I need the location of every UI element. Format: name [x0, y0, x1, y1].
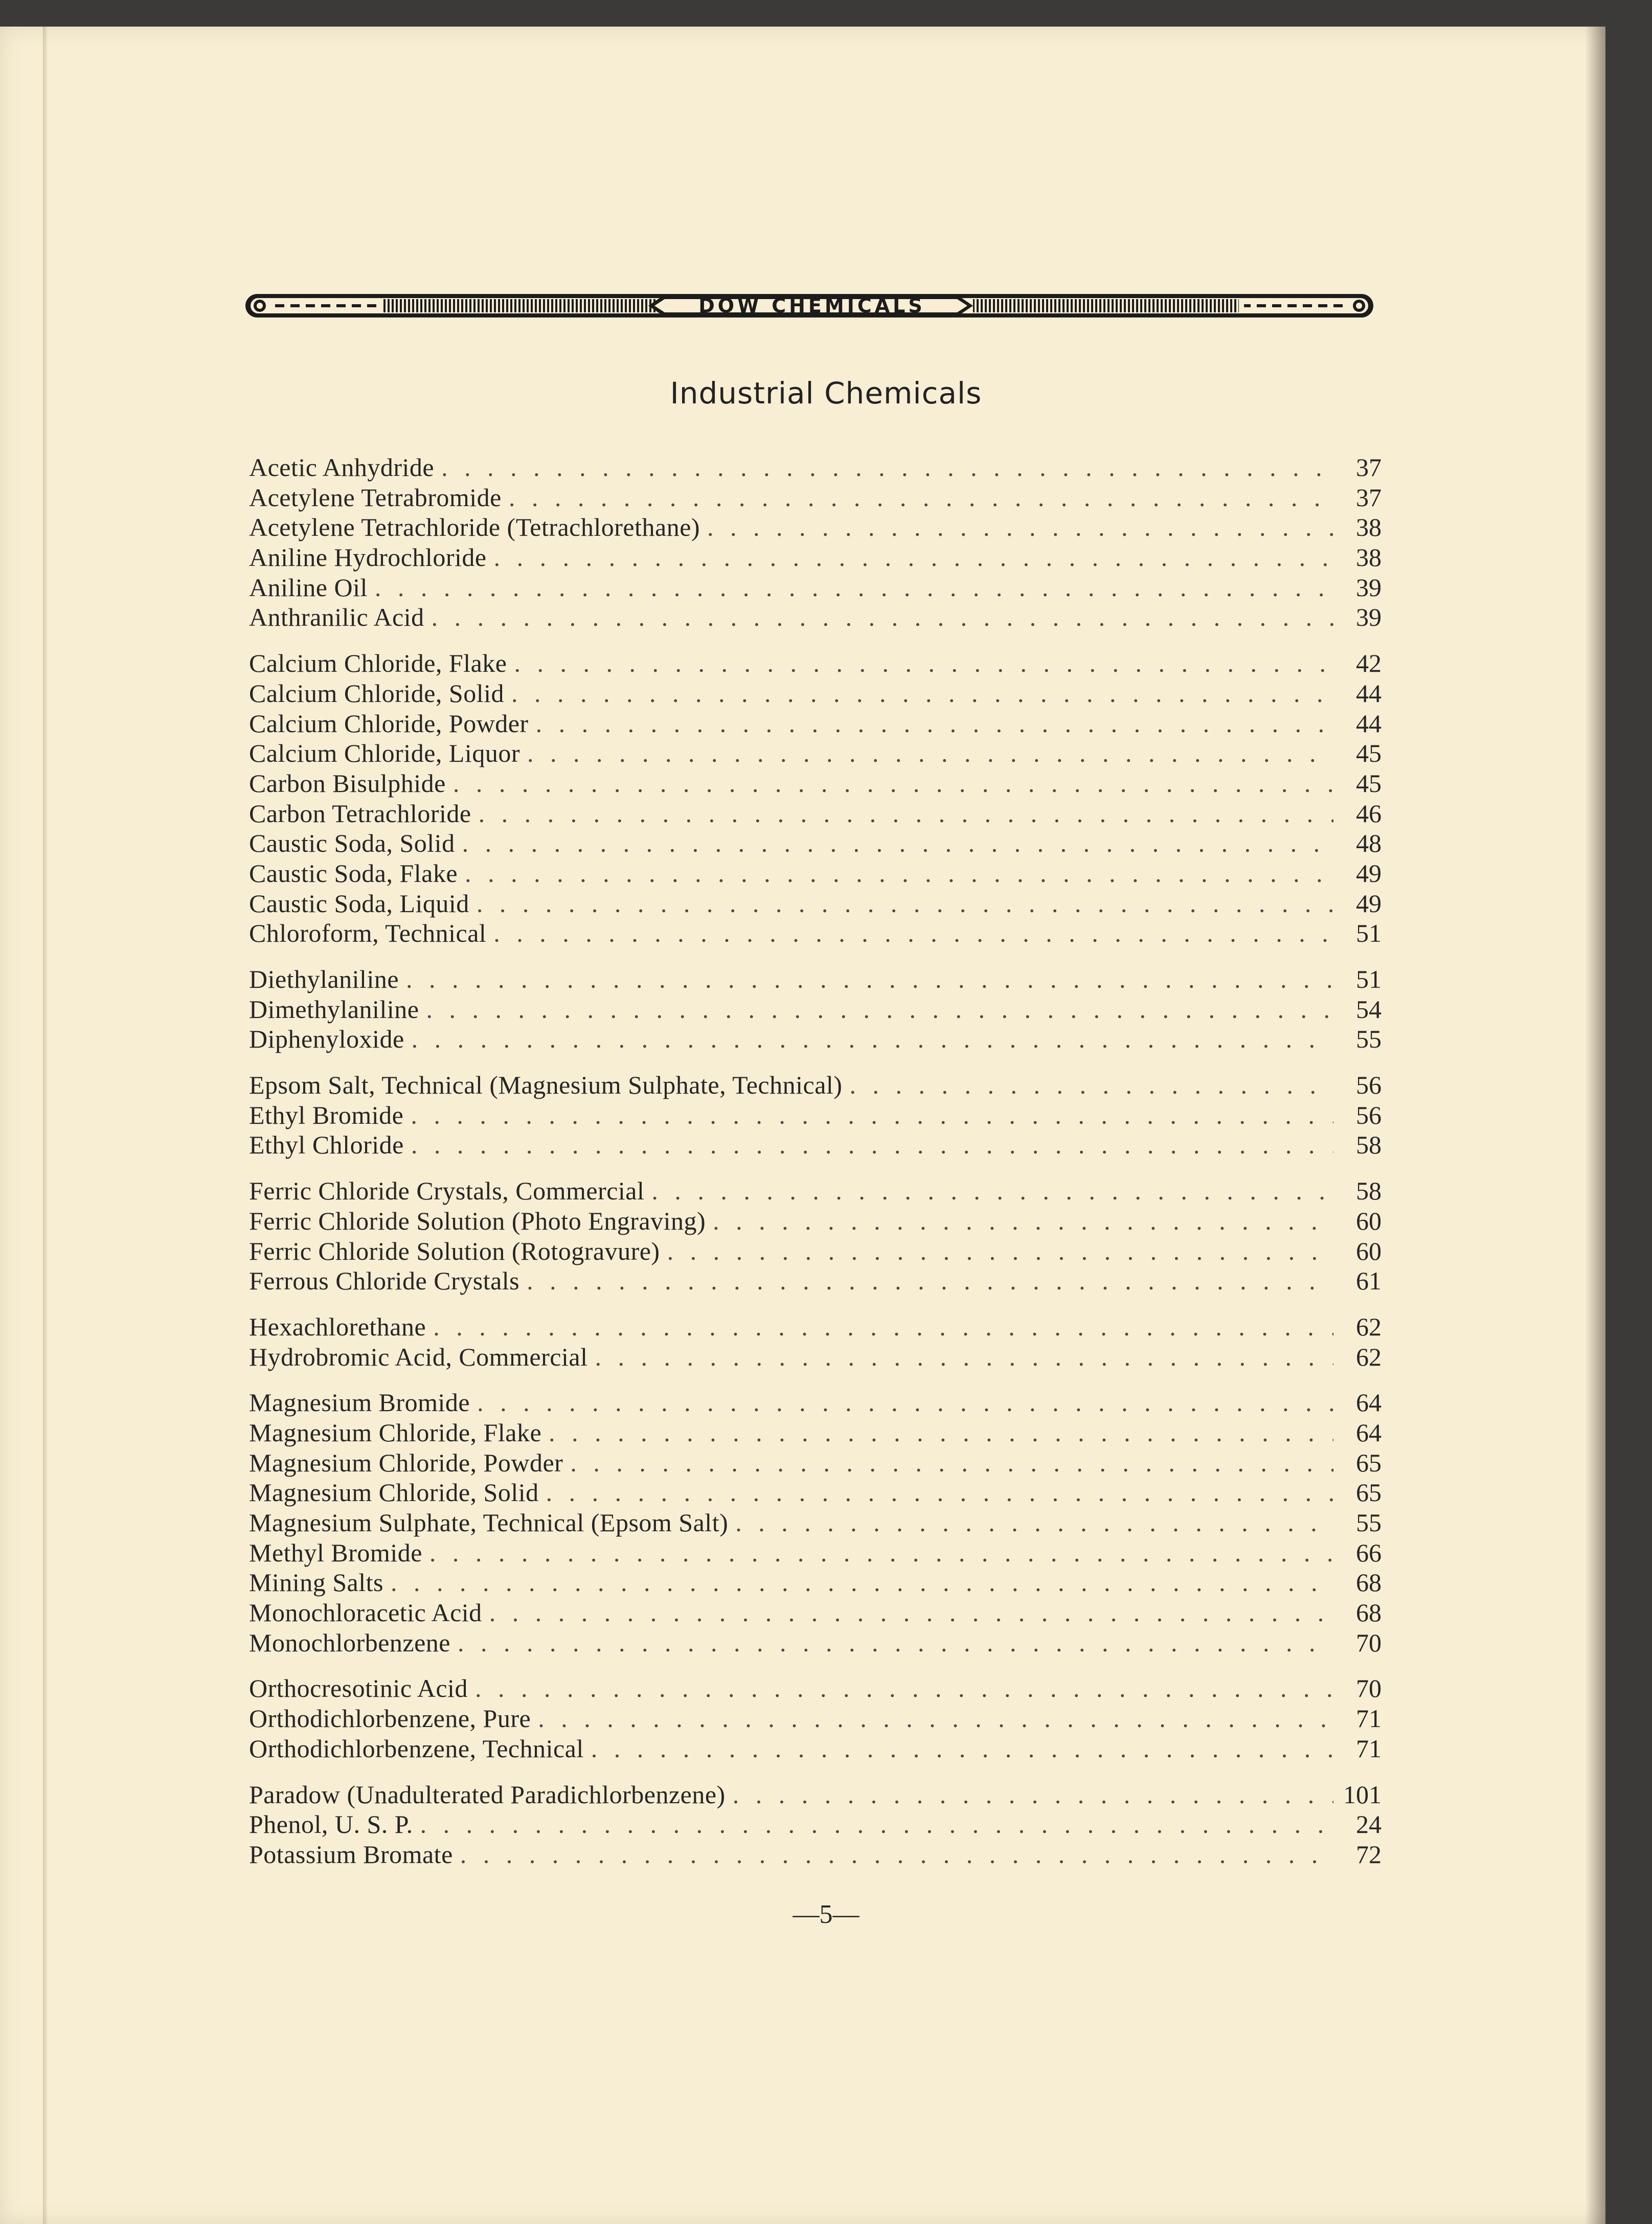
dot-leader [412, 1024, 1333, 1054]
dot-leader [667, 1236, 1333, 1266]
toc-entry [249, 452, 1382, 483]
entry-page-number: 56 [1356, 1071, 1382, 1100]
dot-leader [733, 1780, 1333, 1810]
entry-name: Ferric Chloride Solution (Photo Engraving) [249, 1206, 706, 1235]
entry-page-number: 66 [1356, 1538, 1382, 1567]
toc-entry [249, 1673, 1382, 1704]
toc-entry [249, 1809, 1382, 1840]
entry-name: Carbon Bisulphide [249, 768, 446, 798]
entry-name: Calcium Chloride, Flake [249, 649, 507, 678]
entry-name: Acetylene Tetrabromide [249, 483, 502, 512]
entry-name: Acetic Anhydride [249, 453, 435, 482]
toc-entry [249, 709, 1382, 739]
dot-leader [546, 1478, 1333, 1508]
entry-name: Magnesium Sulphate, Technical (Epsom Salt) [249, 1508, 729, 1537]
entry-name: Caustic Soda, Flake [249, 858, 458, 888]
entry-name: Magnesium Chloride, Powder [249, 1448, 563, 1477]
entry-page-number: 68 [1356, 1568, 1382, 1597]
entry-name: Calcium Chloride, Liquor [249, 739, 520, 768]
entry-name: Mining Salts [249, 1568, 383, 1597]
entry-page-number: 51 [1356, 919, 1382, 948]
entry-name: Orthodichlorbenzene, Technical [249, 1734, 584, 1763]
entry-name: Caustic Soda, Solid [249, 829, 455, 858]
entry-page-number: 38 [1356, 513, 1382, 542]
dot-leader [426, 994, 1333, 1025]
entry-page-number: 64 [1356, 1388, 1382, 1417]
dot-leader [713, 1206, 1333, 1236]
toc-entry [249, 678, 1382, 709]
entry-page-number: 38 [1356, 543, 1382, 572]
toc-entry [249, 1568, 1382, 1598]
entry-page-number: 101 [1343, 1780, 1382, 1809]
dot-leader [462, 828, 1333, 858]
entry-name: Chloroform, Technical [249, 919, 487, 948]
entry-name: Magnesium Bromide [249, 1388, 470, 1417]
toc-entry [249, 1070, 1382, 1100]
entry-page-number: 68 [1356, 1598, 1382, 1627]
dot-leader [458, 1628, 1333, 1658]
page-number: —5— [793, 1900, 859, 1929]
dot-leader [465, 858, 1333, 889]
dot-leader [429, 1538, 1333, 1568]
toc-entry [249, 1024, 1382, 1054]
toc-group [249, 1780, 1382, 1870]
entry-name: Magnesium Chloride, Flake [249, 1418, 542, 1447]
dot-leader [441, 452, 1333, 483]
dot-leader [406, 964, 1333, 994]
toc-entry [249, 1130, 1382, 1160]
entry-name: Monochlorbenzene [249, 1628, 450, 1657]
dot-leader [453, 768, 1333, 799]
entry-name: Ferrous Chloride Crystals [249, 1266, 520, 1296]
toc-group [249, 964, 1382, 1054]
entry-name: Hexachlorethane [249, 1312, 426, 1341]
entry-name: Ferric Chloride Solution (Rotogravure) [249, 1236, 660, 1265]
dot-leader [651, 1176, 1333, 1206]
dot-leader [591, 1734, 1333, 1764]
toc-entry [249, 483, 1382, 513]
toc-entry [249, 1704, 1382, 1734]
entry-name: Ethyl Bromide [249, 1100, 404, 1129]
toc-entry [249, 542, 1382, 573]
dot-leader [433, 1312, 1333, 1342]
toc-entry [249, 1342, 1382, 1372]
toc-entry [249, 1100, 1382, 1130]
entry-page-number: 48 [1356, 829, 1382, 858]
toc-entry [249, 512, 1382, 542]
toc-entry [249, 768, 1382, 799]
dot-leader [432, 602, 1333, 632]
entry-page-number: 65 [1356, 1448, 1382, 1477]
toc-entry [249, 1538, 1382, 1568]
toc-entry [249, 1508, 1382, 1538]
dot-leader [489, 1598, 1333, 1628]
table-of-contents [249, 452, 1382, 1886]
toc-entry [249, 602, 1382, 632]
toc-group [249, 1673, 1382, 1763]
dot-leader [460, 1840, 1333, 1870]
entry-page-number: 54 [1356, 994, 1382, 1024]
entry-page-number: 44 [1356, 678, 1382, 708]
entry-name: Caustic Soda, Liquid [249, 889, 469, 918]
entry-name: Orthocresotinic Acid [249, 1674, 468, 1703]
dot-leader [479, 799, 1333, 829]
entry-page-number: 39 [1356, 573, 1382, 602]
toc-entry [249, 1780, 1382, 1810]
entry-page-number: 65 [1356, 1478, 1382, 1507]
entry-page-number: 61 [1356, 1266, 1382, 1296]
dot-leader [391, 1568, 1333, 1598]
entry-page-number: 45 [1356, 768, 1382, 798]
toc-group [249, 1388, 1382, 1658]
entry-name: Monochloracetic Acid [249, 1598, 482, 1627]
entry-name: Epsom Salt, Technical (Magnesium Sulphate, Technical) [249, 1071, 843, 1100]
toc-entry [249, 738, 1382, 768]
entry-name: Calcium Chloride, Powder [249, 709, 529, 738]
entry-name: Potassium Bromate [249, 1840, 453, 1869]
dot-leader [595, 1342, 1333, 1372]
entry-page-number: 71 [1356, 1734, 1382, 1763]
entry-name: Anthranilic Acid [249, 603, 424, 632]
entry-page-number: 62 [1356, 1342, 1382, 1371]
entry-page-number: 51 [1356, 965, 1382, 993]
toc-entry [249, 1418, 1382, 1448]
entry-page-number: 71 [1356, 1704, 1382, 1733]
toc-entry [249, 964, 1382, 994]
cover-edge [1585, 27, 1605, 2224]
entry-page-number: 64 [1356, 1418, 1382, 1447]
toc-group [249, 452, 1382, 632]
toc-entry [249, 1176, 1382, 1206]
toc-group [249, 1312, 1382, 1372]
entry-name: Diethylaniline [249, 965, 399, 993]
entry-page-number: 55 [1356, 1508, 1382, 1537]
entry-page-number: 58 [1356, 1130, 1382, 1160]
entry-page-number: 44 [1356, 709, 1382, 738]
dot-leader [735, 1508, 1333, 1538]
toc-group [249, 1176, 1382, 1296]
banner-label: DOW CHEMICALS [698, 294, 925, 317]
entry-page-number: 49 [1356, 889, 1382, 918]
entry-name: Aniline Oil [249, 573, 368, 602]
toc-group [249, 1070, 1382, 1160]
entry-name: Ferric Chloride Crystals, Commercial [249, 1176, 645, 1206]
entry-name: Phenol, U. S. P. [249, 1810, 413, 1839]
toc-entry [249, 1236, 1382, 1266]
dot-leader [477, 889, 1333, 919]
entry-page-number: 24 [1356, 1810, 1382, 1839]
dot-leader [511, 678, 1333, 709]
entry-page-number: 58 [1356, 1176, 1382, 1206]
dot-leader [707, 512, 1333, 542]
entry-page-number: 70 [1356, 1674, 1382, 1703]
entry-name: Carbon Tetrachloride [249, 799, 471, 828]
entry-name: Aniline Hydrochloride [249, 543, 487, 572]
toc-entry [249, 1448, 1382, 1478]
toc-entry [249, 1840, 1382, 1870]
entry-page-number: 39 [1356, 603, 1382, 632]
dot-leader [527, 738, 1333, 768]
toc-entry [249, 918, 1382, 948]
toc-entry [249, 573, 1382, 603]
entry-name: Dimethylaniline [249, 994, 419, 1024]
dot-leader [475, 1673, 1333, 1704]
toc-entry [249, 1628, 1382, 1658]
dot-leader [420, 1809, 1333, 1840]
entry-page-number: 70 [1356, 1628, 1382, 1657]
dot-leader [411, 1130, 1333, 1160]
toc-entry [249, 1312, 1382, 1342]
dot-leader [536, 709, 1333, 739]
dot-leader [527, 1266, 1333, 1296]
dot-leader [538, 1704, 1333, 1734]
entry-name: Diphenyloxide [249, 1025, 404, 1054]
entry-name: Calcium Chloride, Solid [249, 678, 504, 708]
toc-entry [249, 1388, 1382, 1418]
toc-entry [249, 1266, 1382, 1296]
entry-name: Orthodichlorbenzene, Pure [249, 1704, 531, 1733]
entry-name: Acetylene Tetrachloride (Tetrachlorethane) [249, 513, 700, 542]
toc-entry [249, 858, 1382, 889]
dot-leader [570, 1448, 1333, 1478]
entry-page-number: 55 [1356, 1025, 1382, 1054]
toc-group [249, 648, 1382, 948]
dow-chemicals-banner [244, 293, 1374, 319]
toc-entry [249, 799, 1382, 829]
entry-page-number: 37 [1356, 483, 1382, 512]
entry-name: Ethyl Chloride [249, 1130, 404, 1160]
dot-leader [494, 542, 1333, 573]
entry-name: Methyl Bromide [249, 1538, 422, 1567]
dot-leader [493, 918, 1333, 948]
toc-entry [249, 1598, 1382, 1628]
entry-page-number: 56 [1356, 1100, 1382, 1129]
toc-entry [249, 1734, 1382, 1764]
toc-entry [249, 889, 1382, 919]
dot-leader [509, 483, 1333, 513]
toc-entry [249, 994, 1382, 1025]
entry-page-number: 60 [1356, 1206, 1382, 1235]
entry-name: Magnesium Chloride, Solid [249, 1478, 539, 1507]
entry-page-number: 45 [1356, 739, 1382, 768]
toc-entry [249, 1206, 1382, 1236]
dot-leader [477, 1388, 1333, 1418]
dot-leader [849, 1070, 1333, 1100]
entry-page-number: 72 [1356, 1840, 1382, 1869]
toc-entry [249, 828, 1382, 858]
dot-leader [375, 573, 1333, 603]
toc-entry [249, 648, 1382, 678]
entry-page-number: 42 [1356, 649, 1382, 678]
entry-page-number: 49 [1356, 858, 1382, 888]
toc-entry [249, 1478, 1382, 1508]
entry-page-number: 60 [1356, 1236, 1382, 1265]
entry-name: Paradow (Unadulterated Paradichlorbenzene) [249, 1780, 726, 1809]
entry-page-number: 37 [1356, 453, 1382, 482]
page-gutter [43, 27, 48, 2224]
entry-name: Hydrobromic Acid, Commercial [249, 1342, 588, 1371]
dot-leader [514, 648, 1333, 678]
page-title: Industrial Chemicals [670, 376, 982, 411]
entry-page-number: 46 [1356, 799, 1382, 828]
dot-leader [411, 1100, 1333, 1130]
entry-page-number: 62 [1356, 1312, 1382, 1341]
dot-leader [549, 1418, 1333, 1448]
